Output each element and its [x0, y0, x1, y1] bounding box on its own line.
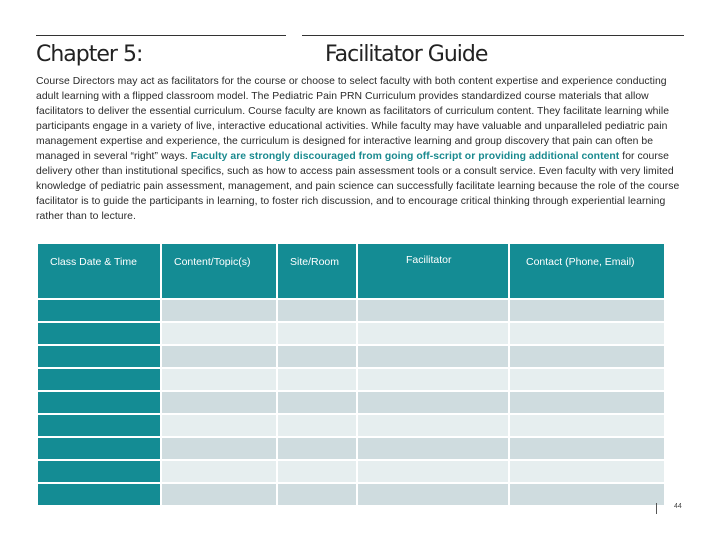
table-cell[interactable] [37, 483, 161, 506]
table-cell[interactable] [37, 322, 161, 345]
table-cell[interactable] [37, 414, 161, 437]
top-rule-left [36, 35, 286, 36]
table-row [37, 345, 665, 368]
table-cell[interactable] [357, 483, 509, 506]
table-header-row [37, 243, 665, 299]
table-cell[interactable] [161, 299, 277, 322]
table-cell[interactable] [357, 368, 509, 391]
table-cell[interactable] [509, 414, 665, 437]
table-cell[interactable] [277, 391, 357, 414]
table-cell[interactable] [37, 299, 161, 322]
intro-text: Course Directors may act as facilitators for the course or choose to select faculty with both content expertise and experience conducting adult learning with a flipped classroom model. The Pediatric Pain PRN Curriculum provides standardized course materials that allow facilitators to deliver the essential curriculum. Course faculty are known as facilitators of curriculum content. They facilitate learning while participants engage in a variety of live, interactive educational activities. While faculty may have valuable and unparalleled pediatric pain management expertise and experience, the curriculum is designed for interactive learning and group discovery that pain can often be managed in several “right” ways. [36, 76, 670, 162]
table-row [37, 460, 665, 483]
table-cell[interactable] [277, 483, 357, 506]
outro-text: for course delivery other than institutional specifics, such as how to access pain assessment tools or a consult service. Even faculty with very limited knowledge of pediatric pain assessment, management, and pain science can successfully facilitate learning because the role of the course facilitator is to guide the participants in learning, to foster rich discussion, and to encourage critical thinking through experiential learning rather than to lecture. [36, 151, 680, 222]
table-cell[interactable] [37, 345, 161, 368]
table-cell[interactable] [509, 391, 665, 414]
table-row [37, 368, 665, 391]
table-cell[interactable] [161, 345, 277, 368]
table-cell[interactable] [509, 322, 665, 345]
table-cell[interactable] [357, 299, 509, 322]
table-cell[interactable] [277, 368, 357, 391]
table-row [37, 437, 665, 460]
table-cell[interactable] [277, 460, 357, 483]
table-cell[interactable] [37, 460, 161, 483]
table-cell[interactable] [277, 345, 357, 368]
header-facilitator: Facilitator [357, 243, 509, 299]
header-content-topics: Content/Topic(s) [161, 243, 277, 299]
table-cell[interactable] [509, 483, 665, 506]
table-cell[interactable] [37, 368, 161, 391]
table-cell[interactable] [509, 299, 665, 322]
table-cell[interactable] [277, 414, 357, 437]
table-cell[interactable] [161, 437, 277, 460]
table-cell[interactable] [161, 414, 277, 437]
table-cell[interactable] [277, 322, 357, 345]
page-title: Facilitator Guide [325, 42, 488, 67]
schedule-table [36, 242, 666, 507]
table-cell[interactable] [357, 437, 509, 460]
table-row [37, 391, 665, 414]
table-cell[interactable] [509, 345, 665, 368]
intro-paragraph [36, 74, 686, 224]
table-cell[interactable] [161, 460, 277, 483]
table-cell[interactable] [277, 437, 357, 460]
footer-divider [656, 503, 657, 514]
table-row [37, 299, 665, 322]
header-contact: Contact (Phone, Email) [509, 243, 665, 299]
table-cell[interactable] [357, 345, 509, 368]
table-cell[interactable] [357, 391, 509, 414]
table-cell[interactable] [509, 368, 665, 391]
table-cell[interactable] [357, 414, 509, 437]
table-cell[interactable] [161, 483, 277, 506]
page-number: 44 [674, 503, 682, 510]
table-cell[interactable] [357, 460, 509, 483]
chapter-heading: Chapter 5: [36, 42, 143, 67]
table-cell[interactable] [161, 322, 277, 345]
highlighted-text: Faculty are strongly discouraged from going off-script or providing additional content [190, 151, 620, 162]
table-cell[interactable] [277, 299, 357, 322]
table-cell[interactable] [161, 368, 277, 391]
top-rule-right [302, 35, 684, 36]
table-cell[interactable] [509, 437, 665, 460]
header-class-date-time: Class Date & Time [37, 243, 161, 299]
header-site-room: Site/Room [277, 243, 357, 299]
table-row [37, 322, 665, 345]
table-row [37, 414, 665, 437]
table-cell[interactable] [161, 391, 277, 414]
table-cell[interactable] [509, 460, 665, 483]
table-cell[interactable] [37, 391, 161, 414]
table-cell[interactable] [357, 322, 509, 345]
table-row [37, 483, 665, 506]
table-cell[interactable] [37, 437, 161, 460]
